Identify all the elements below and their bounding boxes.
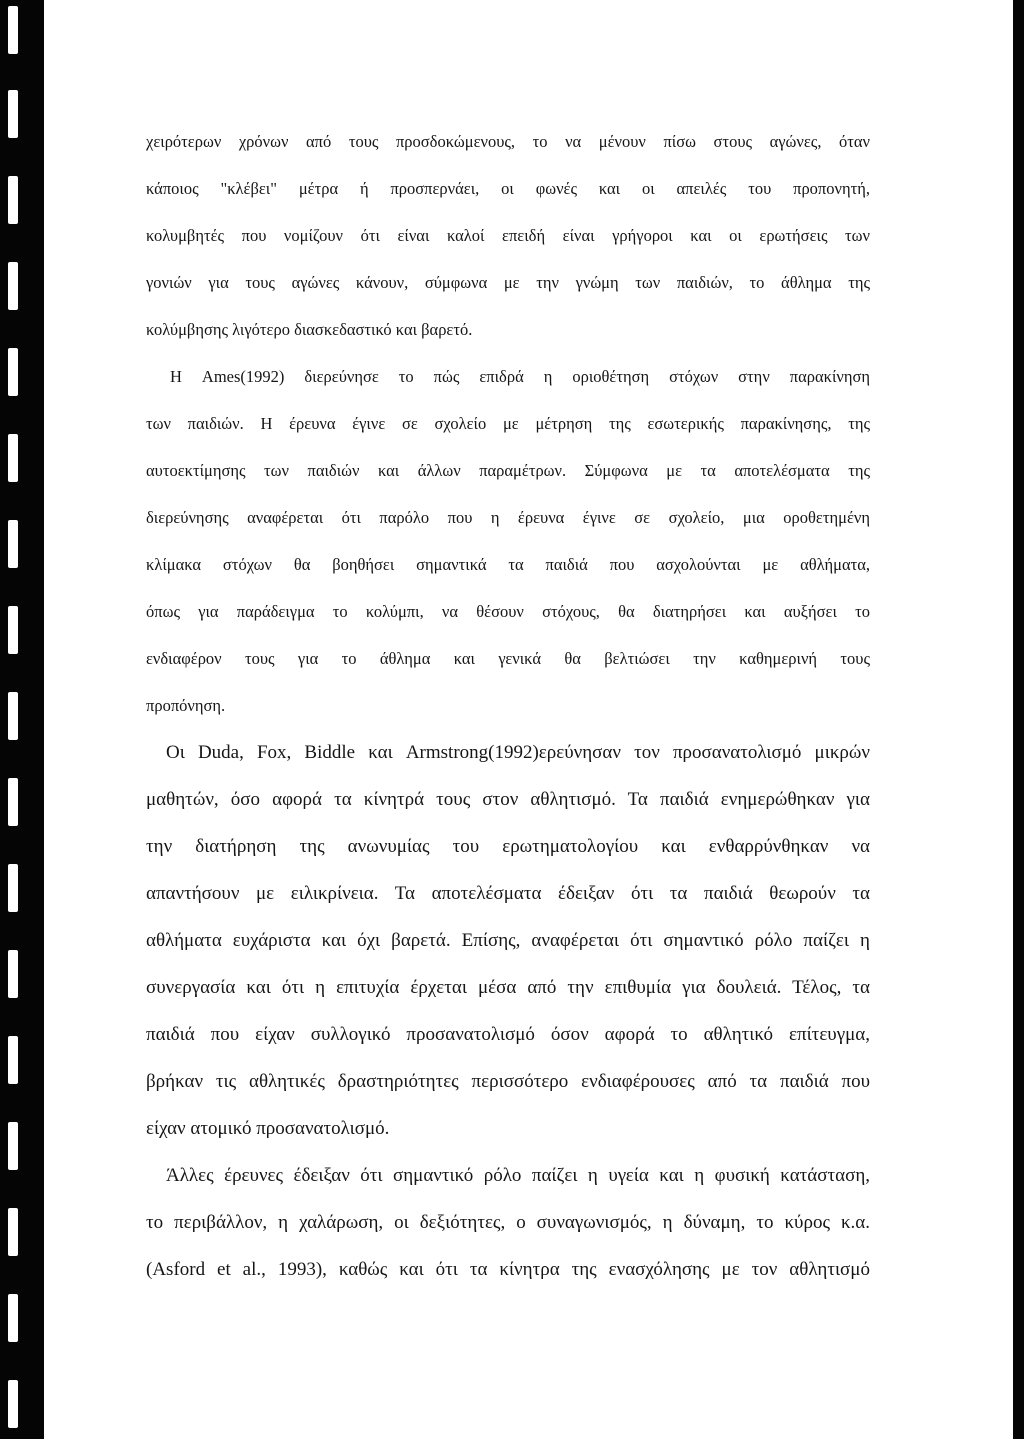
film-perforation [8,520,18,568]
text-line: κάποιος "κλέβει" μέτρα ή προσπερνάει, οι φωνές και οι απειλές του προπονητή, [146,179,870,198]
film-perforation [8,864,18,912]
text-line: ενδιαφέρον τους για το άθλημα και γενικά θα βελτιώσει την καθημερινή τους [146,649,870,668]
scan-border-left [0,0,44,1439]
text-line: Η Ames(1992) διερεύνησε το πώς επιδρά η οριοθέτηση στόχων στην παρακίνηση [170,367,870,386]
text-line: βρήκαν τις αθλητικές δραστηριότητες περισσότερο ενδιαφέρουσες από τα παιδιά που [146,1071,870,1092]
film-perforation [8,90,18,138]
text-line: κολυμβητές που νομίζουν ότι είναι καλοί επειδή είναι γρήγοροι και οι ερωτήσεις των [146,226,870,245]
film-perforation [8,778,18,826]
film-perforation [8,1036,18,1084]
text-line: προπόνηση. [146,696,226,715]
text-line: Άλλες έρευνες έδειξαν ότι σημαντικό ρόλο παίζει η υγεία και η φυσική κατάσταση, [166,1165,870,1186]
film-perforation [8,262,18,310]
film-perforation [8,1380,18,1428]
text-line: μαθητών, όσο αφορά τα κίνητρά τους στον αθλητισμό. Τα παιδιά ενημερώθηκαν για [146,789,870,810]
scan-border-right [1013,0,1024,1439]
text-line: απαντήσουν με ειλικρίνεια. Τα αποτελέσματα έδειξαν ότι τα παιδιά θεωρούν τα [146,883,870,904]
film-perforation [8,950,18,998]
text-line: συνεργασία και ότι η επιτυχία έρχεται μέσα από την επιθυμία για δουλειά. Τέλος, τα [146,977,870,998]
text-line: αθλήματα ευχάριστα και όχι βαρετά. Επίσης, αναφέρεται ότι σημαντικό ρόλο παίζει η [146,930,870,951]
text-line: κολύμβησης λιγότερο διασκεδαστικό και βαρετό. [146,320,473,339]
body-text [146,118,870,1293]
text-line: το περιβάλλον, η χαλάρωση, οι δεξιότητες, ο συναγωνισμός, η δύναμη, το κύρος κ.α. [146,1212,870,1233]
text-line: παιδιά που είχαν συλλογικό προσανατολισμό όσον αφορά το αθλητικό επίτευγμα, [146,1024,870,1045]
text-line: χειρότερων χρόνων από τους προσδοκώμενους, το να μένουν πίσω στους αγώνες, όταν [146,132,870,151]
film-perforation [8,434,18,482]
film-perforation [8,1122,18,1170]
text-line: διερεύνησης αναφέρεται ότι παρόλο που η έρευνα έγινε σε σχολείο, μια οροθετημένη [146,508,870,527]
film-perforation [8,1294,18,1342]
text-line: των παιδιών. Η έρευνα έγινε σε σχολείο με μέτρηση της εσωτερικής παρακίνησης, της [146,414,870,433]
text-line: όπως για παράδειγμα το κολύμπι, να θέσουν στόχους, θα διατηρήσει και αυξήσει το [146,602,870,621]
text-line: κλίμακα στόχων θα βοηθήσει σημαντικά τα παιδιά που ασχολούνται με αθλήματα, [146,555,870,574]
text-line: αυτοεκτίμησης των παιδιών και άλλων παραμέτρων. Σύμφωνα με τα αποτελέσματα της [146,461,870,480]
film-perforation [8,692,18,740]
text-line: είχαν ατομικό προσανατολισμό. [146,1118,390,1139]
film-perforation [8,176,18,224]
text-line: (Asford et al., 1993), καθώς και ότι τα κίνητρα της ενασχόλησης με τον αθλητισμό [146,1259,870,1280]
film-perforation [8,606,18,654]
film-perforation [8,6,18,54]
text-line: γονιών για τους αγώνες κάνουν, σύμφωνα με την γνώμη των παιδιών, το άθλημα της [146,273,870,292]
text-line: Οι Duda, Fox, Biddle και Armstrong(1992)ερεύνησαν τον προσανατολισμό μικρών [166,742,870,763]
film-perforation [8,348,18,396]
text-line: την διατήρηση της ανωνυμίας του ερωτηματολογίου και ενθαρρύνθηκαν να [146,836,870,857]
film-perforation [8,1208,18,1256]
